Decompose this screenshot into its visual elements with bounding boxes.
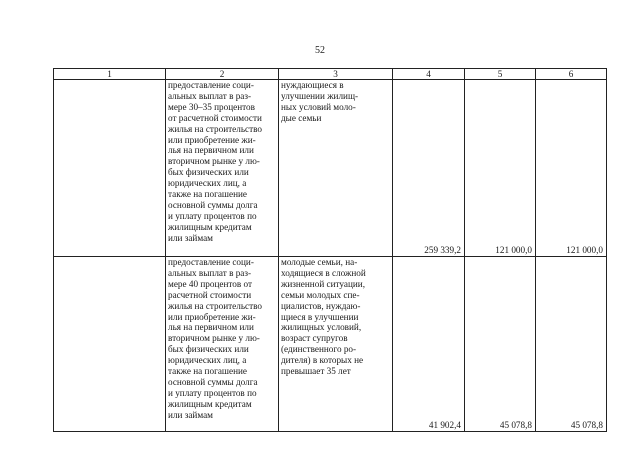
- table-cell-amount-5: 45 078,8: [465, 257, 536, 432]
- column-header-1: 1: [54, 69, 166, 80]
- page-number: 52: [315, 45, 325, 56]
- column-header-3: 3: [279, 69, 393, 80]
- table-row: [54, 80, 607, 257]
- table-cell-amount-6: 121 000,0: [536, 80, 607, 257]
- table-cell-recipients: молодые семьи, на- ходящиеся в сложной жизненной ситуации, семьи молодых спе- циалистов, нуждаю- щиеся в улучшении жилищных условий, возраст супругов (единственного ро- дителя) в которых не превышает 35 лет: [279, 257, 393, 432]
- data-table: [53, 68, 607, 432]
- table-row: [54, 257, 607, 432]
- table-cell-col1: [54, 257, 166, 432]
- table-cell-amount-5: 121 000,0: [465, 80, 536, 257]
- column-header-6: 6: [536, 69, 607, 80]
- table-header-row: [54, 69, 607, 80]
- table-cell-amount-4: 259 339,2: [393, 80, 465, 257]
- table-cell-col1: [54, 80, 166, 257]
- table-cell-measure: предоставление соци- альных выплат в раз- мере 30–35 процентов от расчетной стоимости жилья на строительство или приобретение жи- лья на первичном или вторичном рынке у лю- бых физических или юридических лиц, а также на погашение основной суммы долга и уплату процентов по жилищным кредитам или займам: [166, 80, 279, 257]
- table-cell-recipients: нуждающиеся в улучшении жилищ- ных условий моло- дые семьи: [279, 80, 393, 257]
- table-cell-amount-6: 45 078,8: [536, 257, 607, 432]
- column-header-2: 2: [166, 69, 279, 80]
- column-header-5: 5: [465, 69, 536, 80]
- table-cell-amount-4: 41 902,4: [393, 257, 465, 432]
- column-header-4: 4: [393, 69, 465, 80]
- table-cell-measure: предоставление соци- альных выплат в раз- мере 40 процентов от расчетной стоимости жилья на строительство или приобретение жи- лья на первичном или вторичном рынке у лю- бых физических или юридических лиц, а также на погашение основной суммы долга и уплату процентов по жилищным кредитам или займам: [166, 257, 279, 432]
